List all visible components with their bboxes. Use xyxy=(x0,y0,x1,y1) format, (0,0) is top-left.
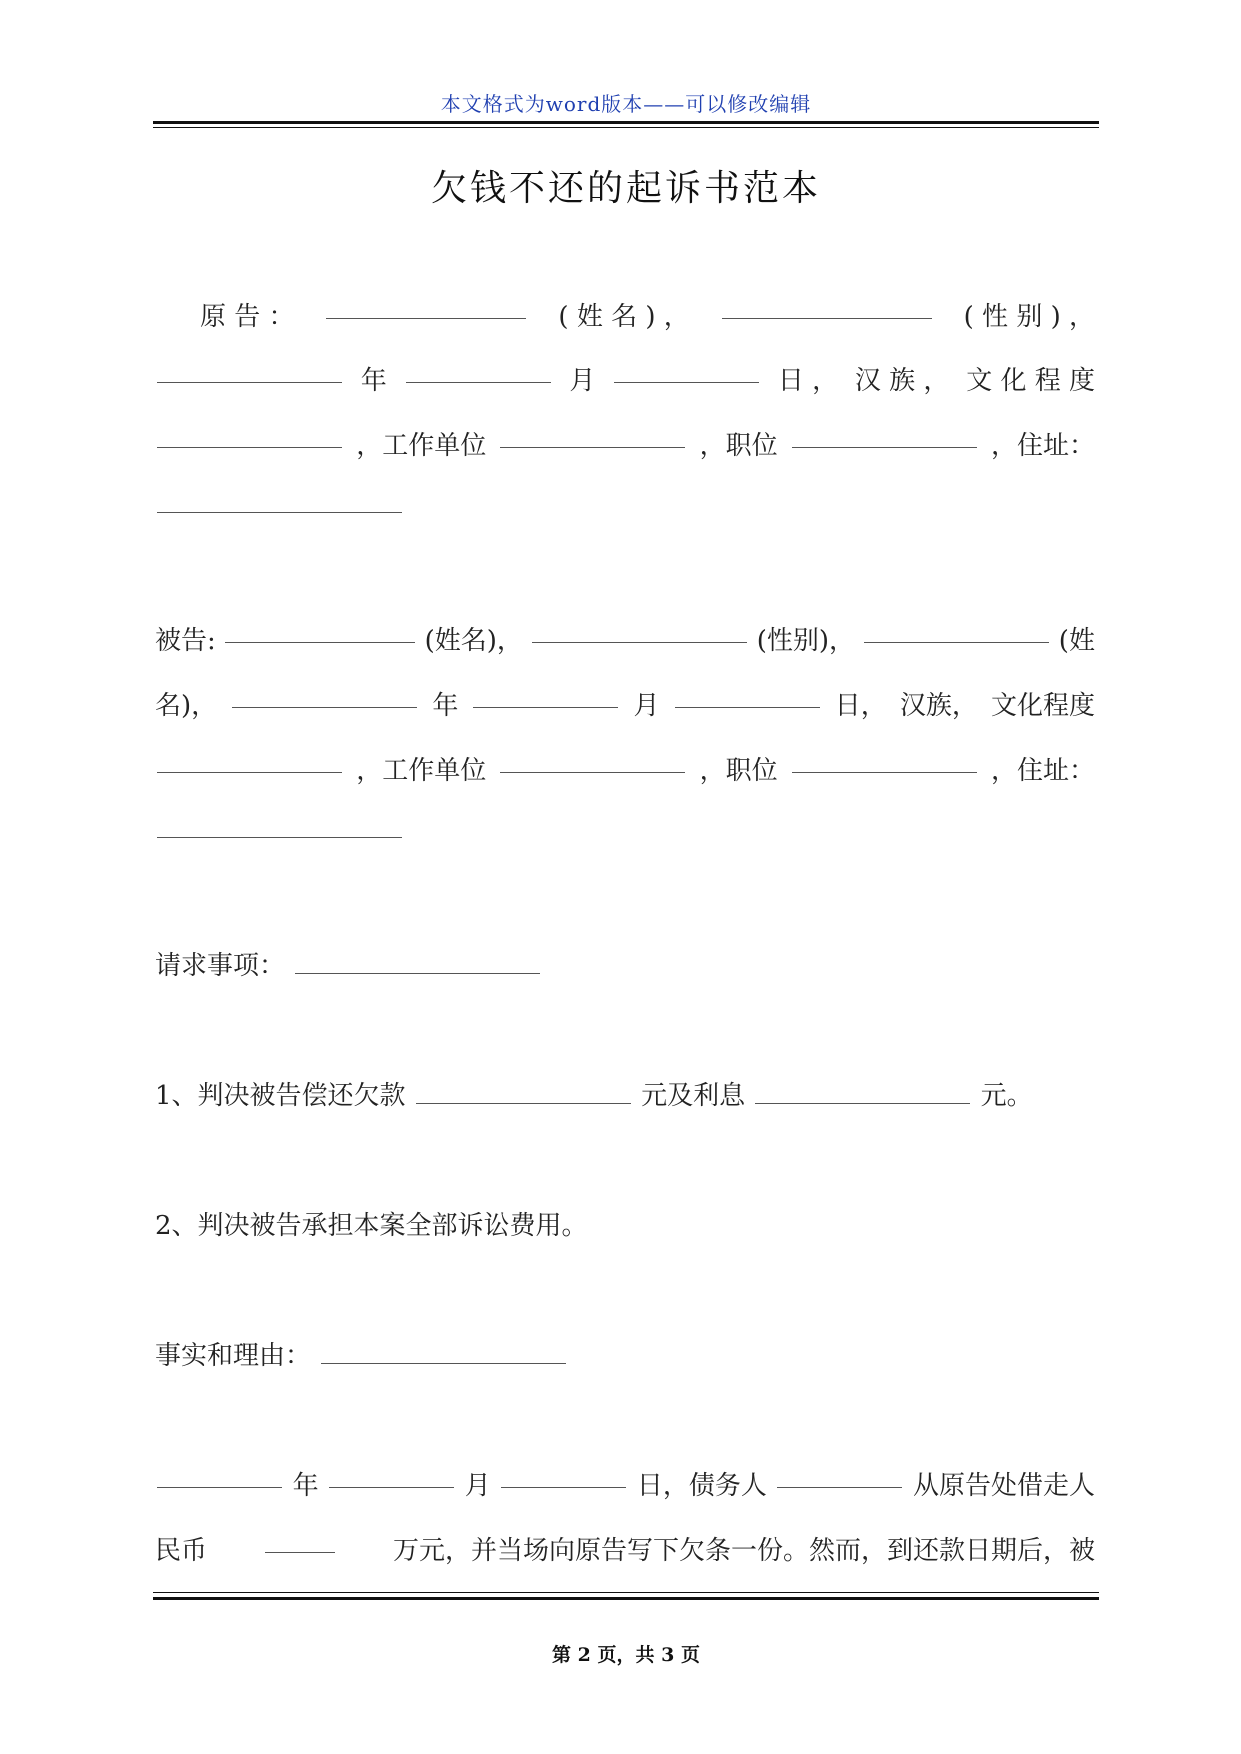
plaintiff-ethnicity: 汉 族 ， xyxy=(854,366,950,396)
claims-heading xyxy=(155,945,542,982)
footer-rule xyxy=(153,1597,1099,1600)
defendant-day: 日， xyxy=(834,691,887,721)
facts-line-2-rest: 万元，并当场向原告写下欠条一份。然而，到还款日期后，被 xyxy=(392,1536,1095,1566)
defendant-month-blank[interactable] xyxy=(473,685,618,708)
defendant-education-blank[interactable] xyxy=(157,750,342,773)
plaintiff-position: ，职位 xyxy=(699,431,778,461)
plaintiff-day: 日 ， xyxy=(777,366,839,396)
claims-blank[interactable] xyxy=(295,951,540,974)
defendant-position: ，职位 xyxy=(699,756,778,786)
facts-month: 月 xyxy=(464,1471,491,1501)
facts-month-blank[interactable] xyxy=(329,1465,454,1488)
facts-amount-blank[interactable] xyxy=(265,1530,335,1553)
defendant-month: 月 xyxy=(633,691,660,721)
claim-item-1-prefix: 1、判决被告偿还欠款 xyxy=(155,1081,406,1111)
defendant-address: ，住址： xyxy=(990,756,1095,786)
defendant-name-hint-2-start: (姓 xyxy=(1058,626,1095,656)
facts-heading xyxy=(155,1335,568,1372)
defendant-line-3 xyxy=(155,750,1095,787)
plaintiff-gender-blank[interactable] xyxy=(722,296,932,319)
facts-line-2-start: 民币 xyxy=(155,1536,208,1566)
facts-borrow: 从原告处借走人 xyxy=(912,1471,1095,1501)
defendant-gender-blank[interactable] xyxy=(532,620,747,643)
facts-line-2 xyxy=(155,1530,1095,1567)
header-note: 本文格式为word版本——可以修改编辑 xyxy=(440,92,812,116)
plaintiff-month-blank[interactable] xyxy=(406,360,551,383)
facts-day: 日，债务人 xyxy=(636,1471,767,1501)
facts-blank[interactable] xyxy=(321,1341,566,1364)
facts-day-blank[interactable] xyxy=(501,1465,626,1488)
defendant-position-blank[interactable] xyxy=(792,750,977,773)
plaintiff-name-blank[interactable] xyxy=(326,296,526,319)
plaintiff-label: 原 告 ： xyxy=(200,302,295,332)
header-rule-thin xyxy=(153,127,1099,128)
defendant-label: 被告: xyxy=(155,626,216,656)
footer-rule-thin xyxy=(153,1592,1099,1593)
plaintiff-day-blank[interactable] xyxy=(614,360,759,383)
facts-line-1 xyxy=(155,1465,1095,1502)
plaintiff-line-1 xyxy=(200,296,1095,333)
plaintiff-year-blank[interactable] xyxy=(157,360,342,383)
claim-item-1-end: 元。 xyxy=(980,1081,1033,1111)
plaintiff-year: 年 xyxy=(360,366,387,396)
defendant-year-blank[interactable] xyxy=(232,685,417,708)
document-title: 欠钱不还的起诉书范本 xyxy=(430,168,821,209)
defendant-year: 年 xyxy=(432,691,459,721)
plaintiff-education: 文 化 程 度 xyxy=(966,366,1095,396)
page-number: 第 2 页，共 3 页 xyxy=(552,1644,700,1666)
defendant-education: 文化程度 xyxy=(990,691,1095,721)
defendant-address-blank[interactable] xyxy=(157,815,402,838)
defendant-name-hint-2-end: 名)， xyxy=(155,691,218,721)
defendant-ethnicity: 汉族， xyxy=(899,691,978,721)
facts-year: 年 xyxy=(292,1471,319,1501)
defendant-line-2 xyxy=(155,685,1095,722)
defendant-name2-blank[interactable] xyxy=(864,620,1049,643)
claim-item-2: 2、判决被告承担本案全部诉讼费用。 xyxy=(155,1211,588,1241)
plaintiff-gender-hint: ( 性 别 ) ， xyxy=(963,302,1095,332)
claim-item-1-mid: 元及利息 xyxy=(641,1081,746,1111)
defendant-gender-hint: (性别)， xyxy=(756,626,855,656)
plaintiff-line-2 xyxy=(155,360,1095,397)
facts-debtor-blank[interactable] xyxy=(777,1465,902,1488)
plaintiff-address-blank[interactable] xyxy=(157,490,402,513)
defendant-day-blank[interactable] xyxy=(675,685,820,708)
plaintiff-line-4 xyxy=(155,490,404,520)
plaintiff-address: ，住址： xyxy=(990,431,1095,461)
facts-year-blank[interactable] xyxy=(157,1465,282,1488)
facts-label: 事实和理由： xyxy=(155,1341,312,1371)
plaintiff-position-blank[interactable] xyxy=(792,425,977,448)
defendant-name-hint: (姓名)， xyxy=(424,626,523,656)
defendant-name-blank[interactable] xyxy=(225,620,415,643)
plaintiff-month: 月 xyxy=(569,366,596,396)
plaintiff-work-unit: ，工作单位 xyxy=(356,431,487,461)
defendant-work-unit-blank[interactable] xyxy=(500,750,685,773)
plaintiff-education-blank[interactable] xyxy=(157,425,342,448)
plaintiff-work-unit-blank[interactable] xyxy=(500,425,685,448)
claim-interest-blank[interactable] xyxy=(755,1081,970,1104)
plaintiff-name-hint: ( 姓 名 ) ， xyxy=(558,302,690,332)
claim-amount-blank[interactable] xyxy=(416,1081,631,1104)
plaintiff-line-3 xyxy=(155,425,1095,462)
defendant-line-4 xyxy=(155,815,404,845)
defendant-work-unit: ，工作单位 xyxy=(356,756,487,786)
header-rule xyxy=(153,121,1099,124)
claims-label: 请求事项： xyxy=(155,951,286,981)
defendant-line-1 xyxy=(155,620,1095,657)
claim-item-1 xyxy=(155,1075,1033,1112)
